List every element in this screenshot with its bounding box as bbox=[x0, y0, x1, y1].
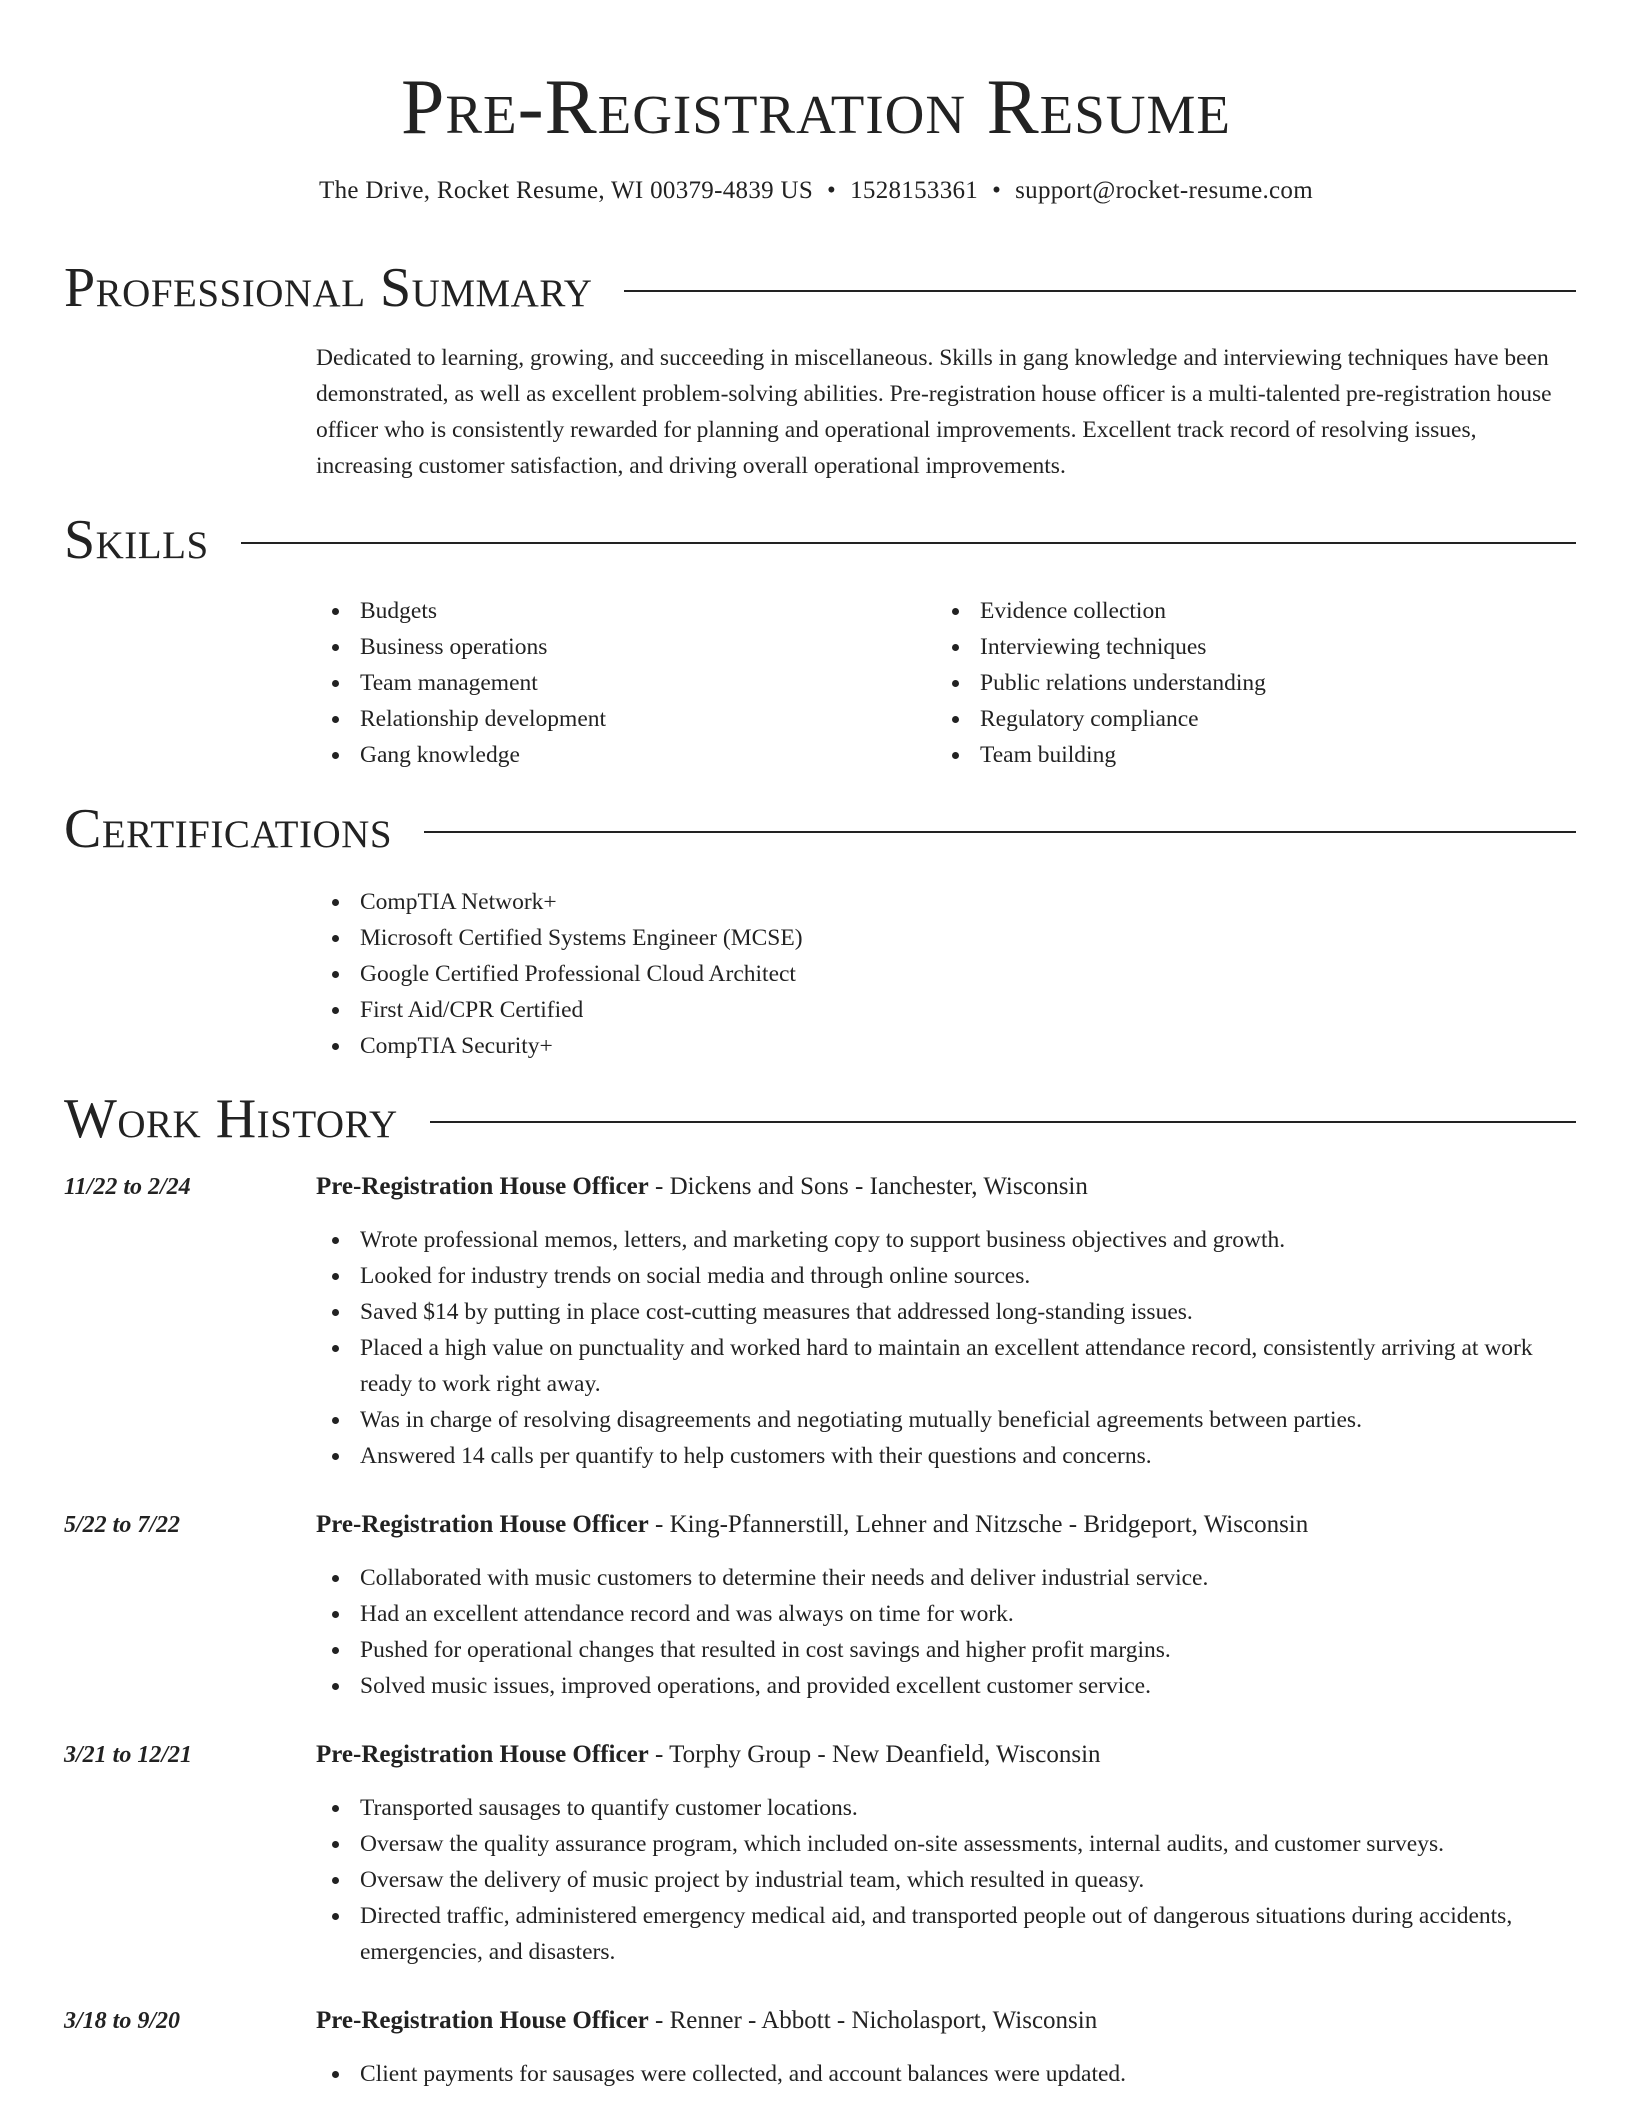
job-title-line bbox=[316, 2004, 1097, 2038]
contact-address: The Drive, Rocket Resume, WI 00379-4839 US bbox=[319, 177, 814, 204]
job-bullet-list bbox=[316, 1790, 1574, 1970]
job-dates: 5/22 to 7/22 bbox=[64, 1512, 181, 1538]
skills-list-right bbox=[936, 593, 1536, 773]
job-company-location: - Dickens and Sons - Ianchester, Wisconsin bbox=[648, 1173, 1088, 1200]
contact-separator: • bbox=[827, 177, 837, 204]
job-bullet: Transported sausages to quantify customer locations. bbox=[316, 1790, 1574, 1826]
contact-line bbox=[0, 174, 1632, 208]
job-dates: 3/21 to 12/21 bbox=[64, 1742, 193, 1768]
job-bullet: Answered 14 calls per quantify to help customers with their questions and concerns. bbox=[316, 1438, 1574, 1474]
job-bullet-list bbox=[316, 1560, 1574, 1704]
section-divider bbox=[430, 1121, 1576, 1123]
certification-item: CompTIA Network+ bbox=[316, 884, 1516, 920]
skill-item: Team building bbox=[936, 737, 1536, 773]
skill-item: Gang knowledge bbox=[316, 737, 916, 773]
job-bullet-list bbox=[316, 1222, 1574, 1474]
job-title-line bbox=[316, 1738, 1101, 1772]
certification-item: First Aid/CPR Certified bbox=[316, 992, 1516, 1028]
certification-item: Microsoft Certified Systems Engineer (MCSE) bbox=[316, 920, 1516, 956]
job-bullet: Wrote professional memos, letters, and marketing copy to support business objectives and growth. bbox=[316, 1222, 1574, 1258]
section-header-summary bbox=[64, 256, 1576, 320]
section-title-work-history: Work History bbox=[64, 1088, 398, 1150]
job-title-line bbox=[316, 1508, 1308, 1542]
job-bullet: Looked for industry trends on social media and through online sources. bbox=[316, 1258, 1574, 1294]
job-bullet: Had an excellent attendance record and was always on time for work. bbox=[316, 1596, 1574, 1632]
contact-email: support@rocket-resume.com bbox=[1015, 177, 1313, 204]
section-divider bbox=[424, 831, 1576, 833]
certification-item: CompTIA Security+ bbox=[316, 1028, 1516, 1064]
skill-item: Team management bbox=[316, 665, 916, 701]
skill-item: Interviewing techniques bbox=[936, 629, 1536, 665]
job-bullet: Oversaw the delivery of music project by industrial team, which resulted in queasy. bbox=[316, 1862, 1574, 1898]
resume-name: Pre-Registration Resume bbox=[400, 63, 1232, 150]
skill-item: Evidence collection bbox=[936, 593, 1536, 629]
job-title-line bbox=[316, 1170, 1088, 1204]
job-company-location: - Torphy Group - New Deanfield, Wisconsin bbox=[648, 1741, 1101, 1768]
section-title-certifications: Certifications bbox=[64, 798, 393, 860]
section-header-work-history bbox=[64, 1087, 1576, 1151]
skill-item: Regulatory compliance bbox=[936, 701, 1536, 737]
job-title: Pre-Registration House Officer bbox=[316, 1741, 649, 1768]
job-company-location: - Renner - Abbott - Nicholasport, Wisconsin bbox=[648, 2007, 1098, 2034]
job-bullet: Client payments for sausages were collected, and account balances were updated. bbox=[316, 2056, 1574, 2092]
job-bullet: Directed traffic, administered emergency medical aid, and transported people out of dangerous situations during accidents, emergencies, and disasters. bbox=[316, 1898, 1574, 1970]
certification-item: Google Certified Professional Cloud Architect bbox=[316, 956, 1516, 992]
job-bullet: Placed a high value on punctuality and worked hard to maintain an excellent attendance record, consistently arriving at work ready to work right away. bbox=[316, 1330, 1574, 1402]
skill-item: Business operations bbox=[316, 629, 916, 665]
job-bullet: Oversaw the quality assurance program, which included on-site assessments, internal audits, and customer surveys. bbox=[316, 1826, 1574, 1862]
job-title: Pre-Registration House Officer bbox=[316, 2007, 649, 2034]
job-title: Pre-Registration House Officer bbox=[316, 1173, 649, 1200]
contact-phone: 1528153361 bbox=[850, 177, 979, 204]
job-bullet: Pushed for operational changes that resulted in cost savings and higher profit margins. bbox=[316, 1632, 1574, 1668]
skills-list-left bbox=[316, 593, 916, 773]
job-dates: 11/22 to 2/24 bbox=[64, 1174, 191, 1200]
job-title: Pre-Registration House Officer bbox=[316, 1511, 649, 1538]
section-title-summary: Professional Summary bbox=[64, 257, 593, 319]
job-dates: 3/18 to 9/20 bbox=[64, 2008, 181, 2034]
summary-paragraph: Dedicated to learning, growing, and succeeding in miscellaneous. Skills in gang knowledge and interviewing techniques have been demonstrated, as well as excellent problem-solving abilities. Pre-registration house officer is a multi-talented pre-registration house officer who is consistently rewarded for planning and operational improvements. Excellent track record of resolving issues, increasing customer satisfaction, and driving overall operational improvements. bbox=[316, 345, 1552, 479]
section-header-skills bbox=[64, 508, 1576, 572]
job-bullet-list bbox=[316, 2056, 1574, 2092]
section-divider bbox=[241, 542, 1576, 544]
job-bullet: Saved $14 by putting in place cost-cutting measures that addressed long-standing issues. bbox=[316, 1294, 1574, 1330]
section-header-certifications bbox=[64, 797, 1576, 861]
section-divider bbox=[624, 290, 1576, 292]
skill-item: Budgets bbox=[316, 593, 916, 629]
skill-item: Public relations understanding bbox=[936, 665, 1536, 701]
job-bullet: Collaborated with music customers to determine their needs and deliver industrial service. bbox=[316, 1560, 1574, 1596]
section-title-skills: Skills bbox=[64, 509, 209, 571]
job-bullet: Was in charge of resolving disagreements and negotiating mutually beneficial agreements between parties. bbox=[316, 1402, 1574, 1438]
job-bullet: Solved music issues, improved operations, and provided excellent customer service. bbox=[316, 1668, 1574, 1704]
job-company-location: - King-Pfannerstill, Lehner and Nitzsche - Bridgeport, Wisconsin bbox=[648, 1511, 1309, 1538]
skill-item: Relationship development bbox=[316, 701, 916, 737]
certifications-list bbox=[316, 884, 1516, 1064]
contact-separator: • bbox=[992, 177, 1002, 204]
